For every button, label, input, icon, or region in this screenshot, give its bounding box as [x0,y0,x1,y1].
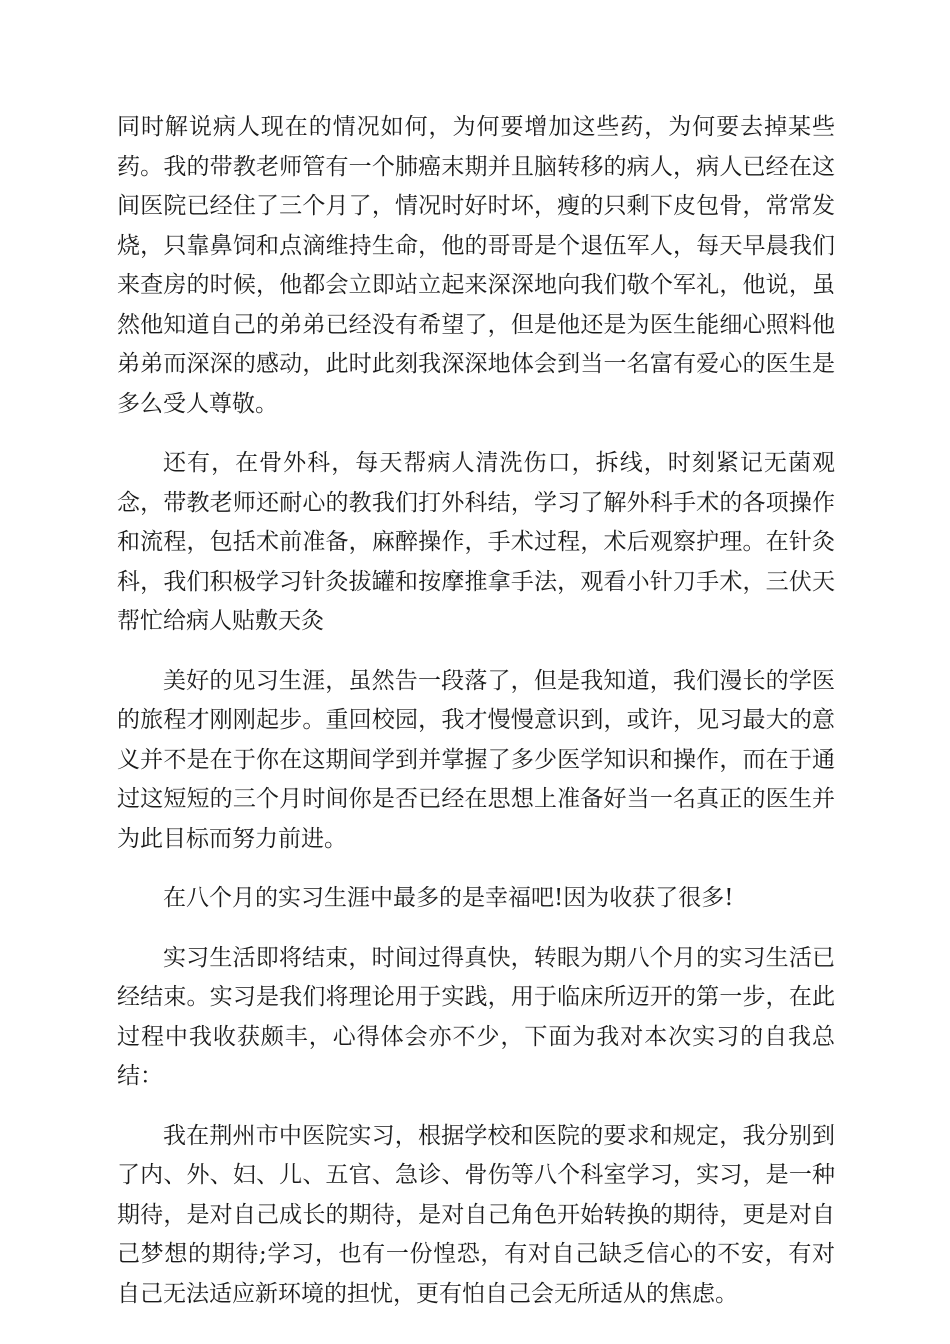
paragraph-1: 同时解说病人现在的情况如何，为何要增加这些药，为何要去掉某些药。我的带教老师管有一个肺癌末期并且脑转移的病人，病人已经在这间医院已经住了三个月了，情况时好时坏，瘦的只剩下皮包骨，常常发烧，只靠鼻饲和点滴维持生命，他的哥哥是个退伍军人，每天早晨我们来查房的时候，他都会立即站立起来深深地向我们敬个军礼，他说，虽然他知道自己的弟弟已经没有希望了，但是他还是为医生能细心照料他弟弟而深深的感动，此时此刻我深深地体会到当一名富有爱心的医生是多么受人尊敬。 [117,114,835,417]
paragraph-5: 实习生活即将结束，时间过得真快，转眼为期八个月的实习生活已经结束。实习是我们将理论用于实践，用于临床所迈开的第一步，在此过程中我收获颇丰，心得体会亦不少，下面为我对本次实习的自我总结： [117,944,835,1089]
paragraph-3: 美好的见习生涯，虽然告一段落了，但是我知道，我们漫长的学医的旅程才刚刚起步。重回校园，我才慢慢意识到，或许，见习最大的意义并不是在于你在这期间学到并掌握了多少医学知识和操作，而在于通过这短短的三个月时间你是否已经在思想上准备好当一名真正的医生并为此目标而努力前进。 [117,667,835,852]
document-body [117,108,835,1334]
paragraph-2: 还有，在骨外科，每天帮病人清洗伤口，拆线，时刻紧记无菌观念，带教老师还耐心的教我们打外科结，学习了解外科手术的各项操作和流程，包括术前准备，麻醉操作，手术过程，术后观察护理。在针灸科，我们积极学习针灸拔罐和按摩推拿手法，观看小针刀手术，三伏天帮忙给病人贴敷天灸 [117,450,835,634]
paragraph-4: 在八个月的实习生涯中最多的是幸福吧!因为收获了很多! [163,885,734,911]
paragraph-6: 我在荆州市中医院实习，根据学校和医院的要求和规定，我分别到了内、外、妇、儿、五官、急诊、骨伤等八个科室学习，实习，是一种期待，是对自己成长的期待，是对自己角色开始转换的期待，更是对自己梦想的期待;学习，也有一份惶恐，有对自己缺乏信心的不安，有对自己无法适应新环境的担忧，更有怕自己会无所适从的焦虑。 [117,1122,835,1307]
